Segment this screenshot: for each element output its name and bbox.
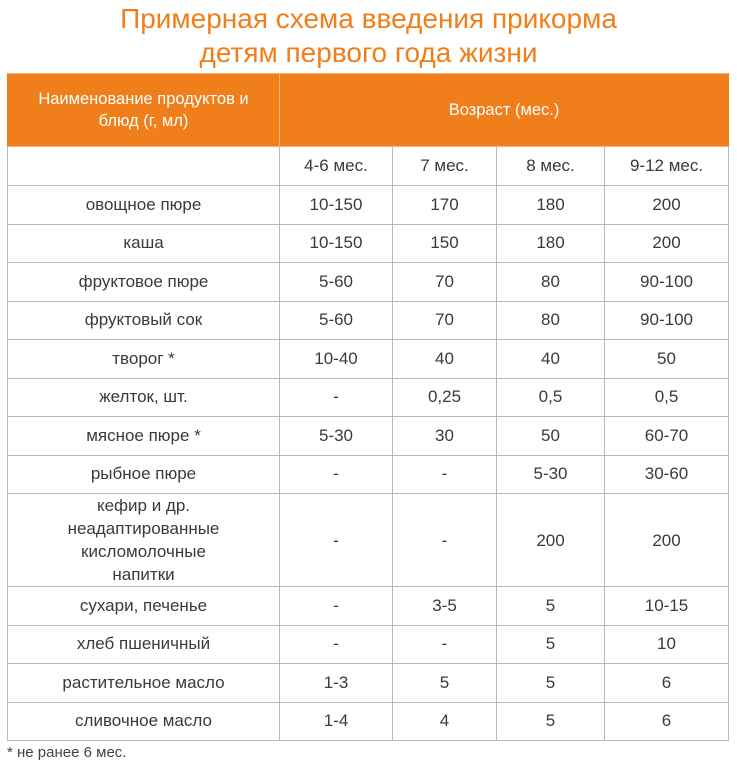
product-name-cell: желток, шт. xyxy=(8,378,280,417)
table-header-row xyxy=(8,74,729,147)
amount-cell: 40 xyxy=(393,340,497,379)
product-name-cell: фруктовый сок xyxy=(8,301,280,340)
age-header-cell: 7 мес. xyxy=(393,147,497,186)
table-row xyxy=(8,494,729,587)
amount-cell: 30 xyxy=(393,417,497,456)
amount-cell: 90-100 xyxy=(605,301,729,340)
amount-cell: 50 xyxy=(605,340,729,379)
amount-cell: 5 xyxy=(393,664,497,703)
amount-cell: 170 xyxy=(393,186,497,225)
age-header-cell: 9-12 мес. xyxy=(605,147,729,186)
product-name-cell: растительное масло xyxy=(8,664,280,703)
table-row xyxy=(8,702,729,741)
amount-cell: - xyxy=(393,455,497,494)
amount-cell: 0,25 xyxy=(393,378,497,417)
product-name-cell: мясное пюре * xyxy=(8,417,280,456)
title-line-2: детям первого года жизни xyxy=(199,37,538,68)
amount-cell: 200 xyxy=(605,224,729,263)
amount-cell: 180 xyxy=(497,224,605,263)
table-row xyxy=(8,263,729,302)
product-name-cell: фруктовое пюре xyxy=(8,263,280,302)
amount-cell: 60-70 xyxy=(605,417,729,456)
amount-cell: 6 xyxy=(605,664,729,703)
amount-cell: 30-60 xyxy=(605,455,729,494)
age-header-cell: 8 мес. xyxy=(497,147,605,186)
amount-cell: 200 xyxy=(605,494,729,587)
empty-cell xyxy=(8,147,280,186)
product-name-cell: сухари, печенье xyxy=(8,587,280,626)
amount-cell: 150 xyxy=(393,224,497,263)
product-name-cell: каша xyxy=(8,224,280,263)
table-row xyxy=(8,664,729,703)
table-row xyxy=(8,186,729,225)
amount-cell: 5 xyxy=(497,625,605,664)
title-line-1: Примерная схема введения прикорма xyxy=(120,3,617,34)
amount-cell: 5-30 xyxy=(497,455,605,494)
amount-cell: - xyxy=(280,494,393,587)
amount-cell: 10-150 xyxy=(280,186,393,225)
table-row xyxy=(8,625,729,664)
amount-cell: 5 xyxy=(497,702,605,741)
amount-cell: 90-100 xyxy=(605,263,729,302)
amount-cell: 70 xyxy=(393,263,497,302)
product-name-cell: рыбное пюре xyxy=(8,455,280,494)
amount-cell: 80 xyxy=(497,301,605,340)
product-column-header: Наименование продуктов и блюд (г, мл) xyxy=(8,74,280,147)
amount-cell: 5 xyxy=(497,664,605,703)
amount-cell: 6 xyxy=(605,702,729,741)
table-row xyxy=(8,301,729,340)
product-name-cell: сливочное масло xyxy=(8,702,280,741)
amount-cell: - xyxy=(393,494,497,587)
table-row xyxy=(8,224,729,263)
amount-cell: 3-5 xyxy=(393,587,497,626)
amount-cell: 0,5 xyxy=(497,378,605,417)
amount-cell: 200 xyxy=(605,186,729,225)
amount-cell: 70 xyxy=(393,301,497,340)
table-row xyxy=(8,455,729,494)
product-name-cell: творог * xyxy=(8,340,280,379)
amount-cell: 10-15 xyxy=(605,587,729,626)
amount-cell: 1-3 xyxy=(280,664,393,703)
amount-cell: 180 xyxy=(497,186,605,225)
amount-cell: - xyxy=(280,625,393,664)
amount-cell: 4 xyxy=(393,702,497,741)
amount-cell: 40 xyxy=(497,340,605,379)
amount-cell: 80 xyxy=(497,263,605,302)
amount-cell: - xyxy=(393,625,497,664)
amount-cell: 10-150 xyxy=(280,224,393,263)
age-header-cell: 4-6 мес. xyxy=(280,147,393,186)
table-row xyxy=(8,378,729,417)
amount-cell: 50 xyxy=(497,417,605,456)
amount-cell: 5-30 xyxy=(280,417,393,456)
amount-cell: 0,5 xyxy=(605,378,729,417)
amount-cell: - xyxy=(280,587,393,626)
product-name-cell: кефир и др. неадаптированные кисломолочные напитки xyxy=(8,494,280,587)
amount-cell: - xyxy=(280,455,393,494)
amount-cell: 5-60 xyxy=(280,263,393,302)
product-name-cell: овощное пюре xyxy=(8,186,280,225)
age-column-header: Возраст (мес.) xyxy=(280,74,729,147)
amount-cell: 10-40 xyxy=(280,340,393,379)
feeding-schedule-table xyxy=(7,73,729,741)
table-row xyxy=(8,340,729,379)
amount-cell: 10 xyxy=(605,625,729,664)
footnote: * не ранее 6 мес. xyxy=(7,744,127,761)
amount-cell: 5 xyxy=(497,587,605,626)
amount-cell: - xyxy=(280,378,393,417)
amount-cell: 200 xyxy=(497,494,605,587)
age-subheader-row xyxy=(8,147,729,186)
table-row xyxy=(8,587,729,626)
amount-cell: 1-4 xyxy=(280,702,393,741)
table-row xyxy=(8,417,729,456)
amount-cell: 5-60 xyxy=(280,301,393,340)
product-name-cell: хлеб пшеничный xyxy=(8,625,280,664)
